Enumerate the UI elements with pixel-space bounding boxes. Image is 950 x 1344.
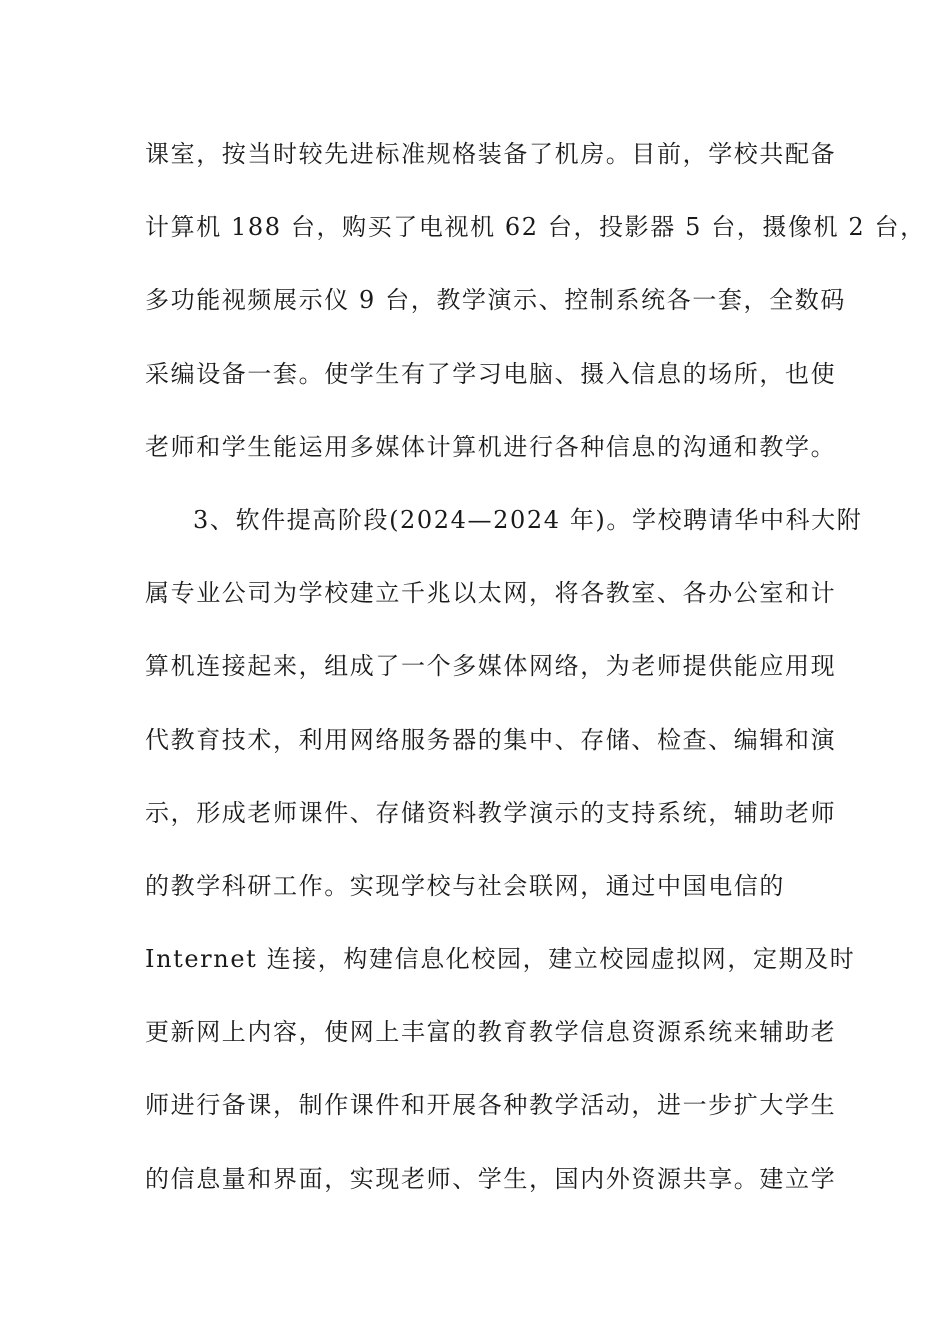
text-line: 采编设备一套。使学生有了学习电脑、摄入信息的场所，也使 [145,359,837,388]
text-line: 代教育技术，利用网络服务器的集中、存储、检查、编辑和演 [145,725,837,754]
text-line: 更新网上内容，使网上丰富的教育教学信息资源系统来辅助老 [145,1018,837,1047]
body-text [145,131,926,1229]
text-line: Internet 连接，构建信息化校园，建立校园虚拟网，定期及时 [145,945,856,974]
text-line: 师进行备课，制作课件和开展各种教学活动，进一步扩大学生 [145,1091,837,1120]
text-line: 算机连接起来，组成了一个多媒体网络，为老师提供能应用现 [145,652,837,681]
text-line: 多功能视频展示仪 9 台，教学演示、控制系统各一套，全数码 [145,286,846,315]
section-heading-line: 3、软件提高阶段(2024—2024 年)。学校聘请华中科大附 [193,505,863,534]
text-line: 示，形成老师课件、存储资料教学演示的支持系统，辅助老师 [145,798,837,827]
text-line: 老师和学生能运用多媒体计算机进行各种信息的沟通和教学。 [145,432,837,461]
text-line: 属专业公司为学校建立千兆以太网，将各教室、各办公室和计 [145,579,837,608]
text-line: 的信息量和界面，实现老师、学生，国内外资源共享。建立学 [145,1164,837,1193]
text-line: 课室，按当时较先进标准规格装备了机房。目前，学校共配备 [145,140,837,168]
text-line: 计算机 188 台，购买了电视机 62 台，投影器 5 台，摄像机 2 台， [145,213,926,242]
text-line: 的教学科研工作。实现学校与社会联网，通过中国电信的 [145,871,785,900]
